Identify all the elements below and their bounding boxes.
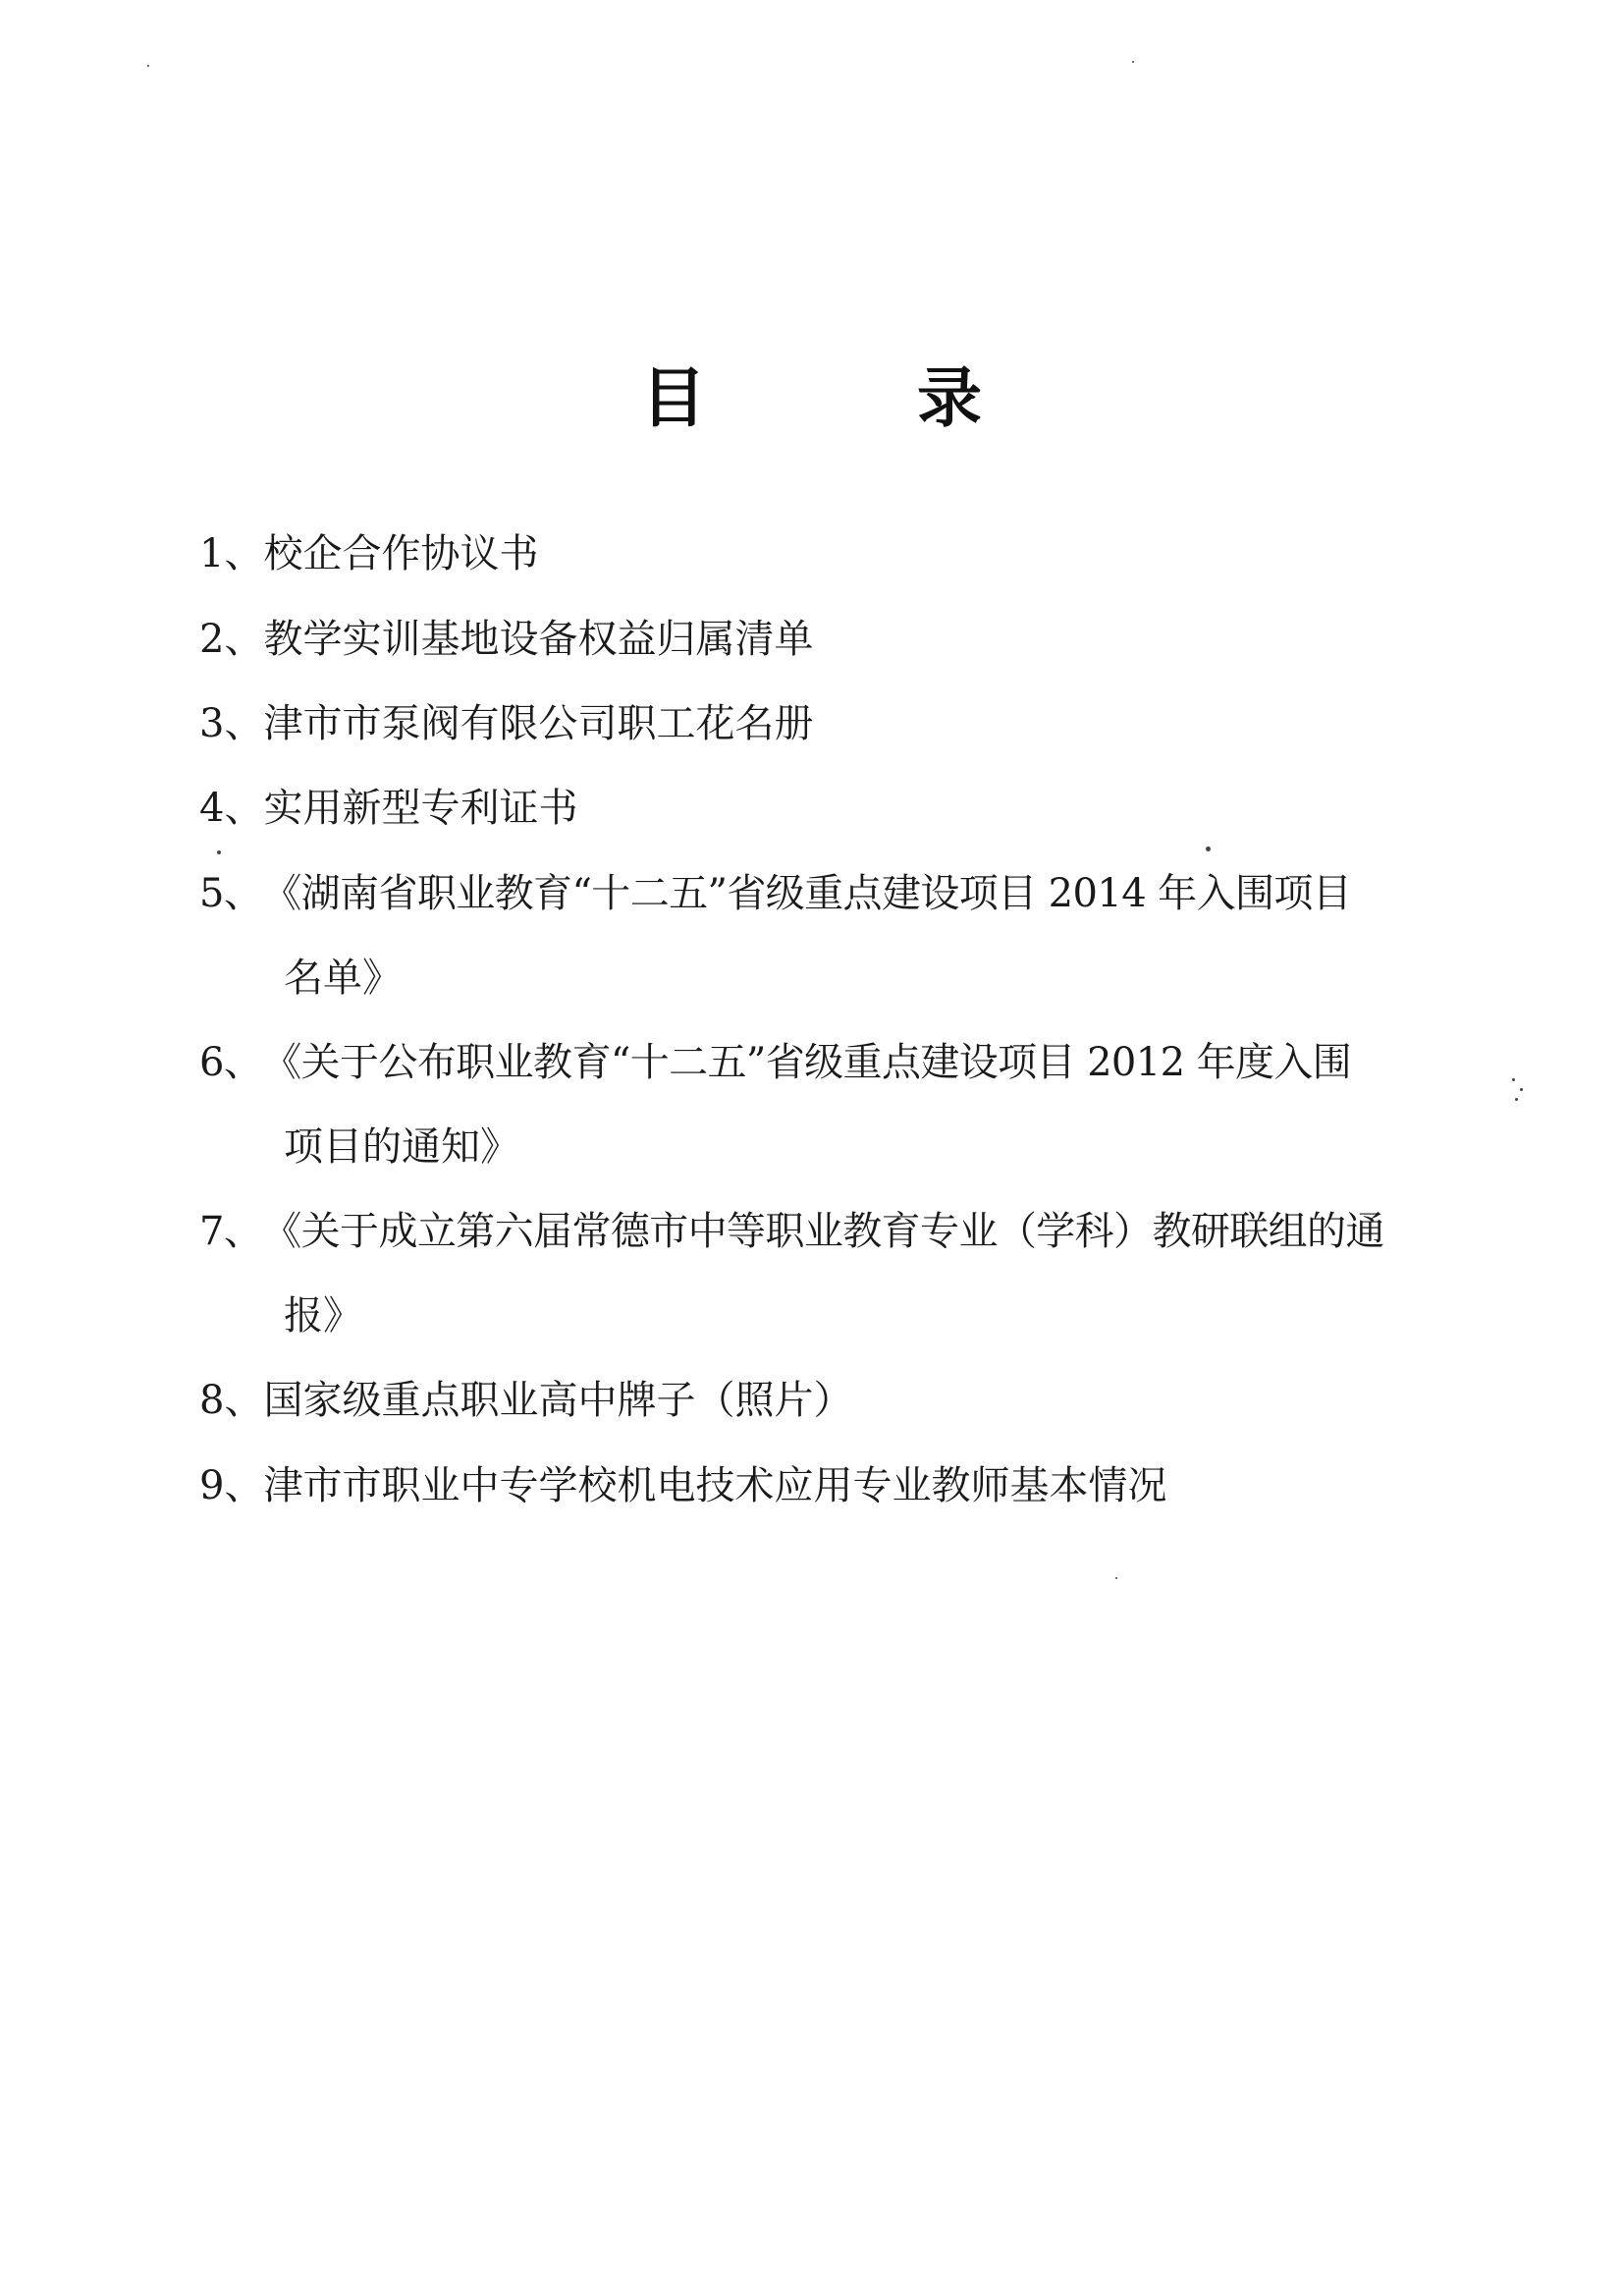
toc-item-number: 4、	[199, 786, 264, 831]
toc-item-6	[199, 1033, 1351, 1092]
toc-item-text: 实用新型专利证书	[263, 786, 578, 831]
toc-item-text: 校企合作协议书	[263, 531, 539, 576]
toc-item-2	[199, 610, 813, 669]
scan-speck	[1115, 1577, 1117, 1579]
toc-item-text: 津市市职业中专学校机电技术应用专业教师基本情况	[263, 1463, 1167, 1508]
toc-item-5	[199, 864, 1351, 923]
toc-item-number: 7、	[199, 1209, 263, 1254]
toc-item-text: 《关于公布职业教育“十二五”省级重点建设项目 2012 年度入围	[262, 1040, 1352, 1085]
scan-speck	[147, 65, 149, 67]
toc-item-1	[199, 524, 538, 583]
scan-speck	[1206, 847, 1211, 851]
page-title: 目 录	[641, 359, 1076, 436]
scan-speck	[1520, 1088, 1523, 1091]
toc-item-text: 国家级重点职业高中牌子（照片）	[263, 1378, 853, 1423]
toc-item-4	[199, 779, 577, 838]
toc-item-3	[199, 694, 813, 753]
toc-item-7	[199, 1202, 1384, 1261]
scan-speck	[1515, 1098, 1518, 1101]
toc-item-number: 9、	[199, 1463, 264, 1508]
toc-item-number: 5、	[199, 871, 263, 916]
toc-item-number: 2、	[199, 617, 264, 662]
toc-item-text: 《关于成立第六届常德市中等职业教育专业（学科）教研联组的通	[262, 1209, 1384, 1254]
toc-item-number: 1、	[199, 531, 264, 576]
scan-speck	[217, 850, 221, 854]
toc-item-9	[199, 1456, 1166, 1515]
toc-item-8	[199, 1371, 852, 1430]
toc-item-5-continuation: 名单》	[284, 956, 402, 1001]
toc-item-number: 6、	[199, 1040, 263, 1085]
toc-item-text: 教学实训基地设备权益归属清单	[263, 617, 814, 662]
toc-item-6-continuation: 项目的通知》	[284, 1124, 519, 1170]
toc-item-7-continuation: 报》	[284, 1293, 362, 1339]
scan-speck	[1512, 1078, 1515, 1081]
toc-item-number: 3、	[199, 701, 264, 746]
scan-speck	[1132, 61, 1134, 63]
toc-item-text: 津市市泵阀有限公司职工花名册	[263, 701, 814, 746]
toc-item-text: 《湖南省职业教育“十二五”省级重点建设项目 2014 年入围项目	[262, 871, 1352, 916]
toc-item-number: 8、	[199, 1378, 264, 1423]
